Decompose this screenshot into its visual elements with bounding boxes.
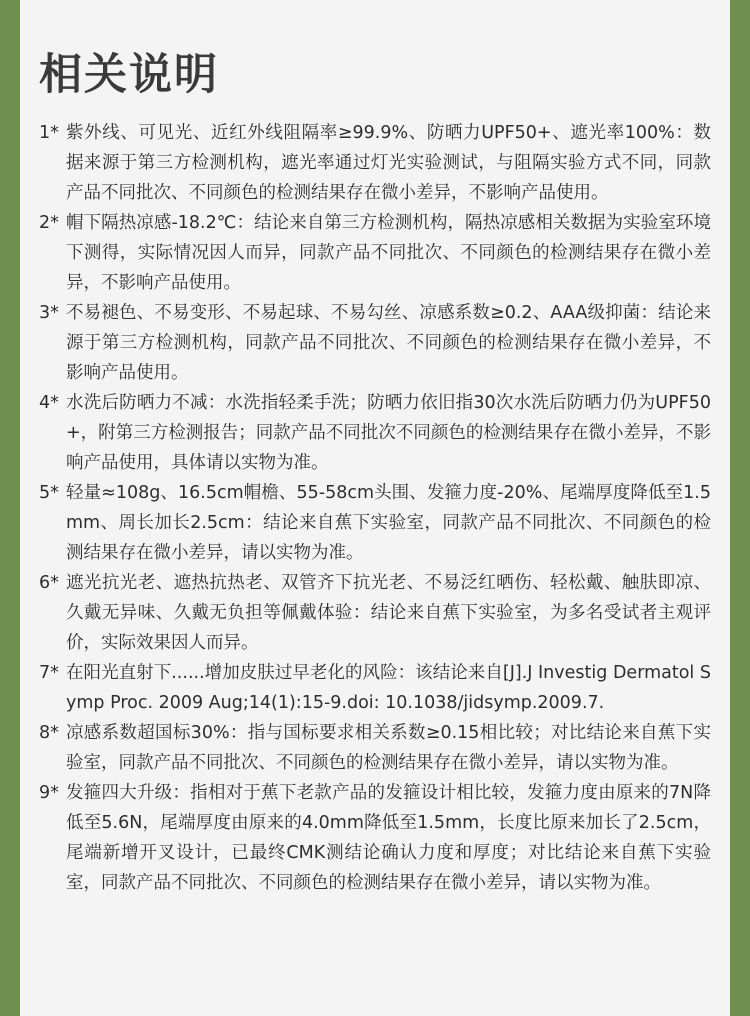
note-item-6 (39, 568, 711, 658)
note-text: 紫外线、可见光、近红外线阻隔率≥99.9%、防晒力UPF50+、遮光率100%：数据来源于第三方检测机构，遮光率通过灯光实验测试，与阻隔实验方式不同，同款产品不同批次、不同颜色的检测结果存在微小差异，不影响产品使用。 (66, 123, 711, 203)
note-text: 遮光抗光老、遮热抗热老、双管齐下抗光老、不易泛红晒伤、轻松戴、触肤即凉、久戴无异味、久戴无负担等佩戴体验：结论来自蕉下实验室，为多名受试者主观评价，实际效果因人而异。 (66, 573, 711, 653)
note-item-5 (39, 478, 711, 568)
note-text: 帽下隔热凉感-18.2℃：结论来自第三方检测机构，隔热凉感相关数据为实验室环境下测得，实际情况因人而异，同款产品不同批次、不同颜色的检测结果存在微小差异，不影响产品使用。 (66, 213, 711, 293)
note-item-3 (39, 298, 711, 388)
note-text: 不易褪色、不易变形、不易起球、不易勾丝、凉感系数≥0.2、AAA级抑菌：结论来源于第三方检测机构，同款产品不同批次、不同颜色的检测结果存在微小差异，不影响产品使用。 (66, 303, 711, 383)
note-number: 6* (39, 573, 59, 593)
note-text: 发箍四大升级：指相对于蕉下老款产品的发箍设计相比较，发箍力度由原来的7N降低至5.6N，尾端厚度由原来的4.0mm降低至1.5mm，长度比原来加长了2.5cm，尾端新增开叉设计，已最终CMK测结论确认力度和厚度；对比结论来自蕉下实验室，同款产品不同批次、不同颜色的检测结果存在微小差异，请以实物为准。 (66, 783, 711, 893)
note-number: 9* (39, 783, 59, 803)
note-number: 7* (39, 663, 59, 683)
note-number: 3* (39, 303, 59, 323)
note-number: 8* (39, 723, 59, 743)
notes-list (39, 118, 711, 898)
note-item-4 (39, 388, 711, 478)
note-number: 2* (39, 213, 59, 233)
note-text: 在阳光直射下......增加皮肤过早老化的风险：该结论来自[J].J Investig Dermatol Symp Proc. 2009 Aug;14(1):15-9.doi: 10.1038/jidsymp.2009.7. (66, 663, 711, 713)
note-item-1 (39, 118, 711, 208)
note-item-8 (39, 718, 711, 778)
notes-panel (20, 0, 730, 1016)
note-text: 轻量≈108g、16.5cm帽檐、55-58cm头围、发箍力度-20%、尾端厚度降低至1.5mm、周长加长2.5cm：结论来自蕉下实验室，同款产品不同批次、不同颜色的检测结果存在微小差异，请以实物为准。 (66, 483, 711, 563)
note-item-2 (39, 208, 711, 298)
note-number: 1* (39, 123, 59, 143)
note-text: 水洗后防晒力不减：水洗指轻柔手洗；防晒力依旧指30次水洗后防晒力仍为UPF50+，附第三方检测报告；同款产品不同批次不同颜色的检测结果存在微小差异，不影响产品使用，具体请以实物为准。 (66, 393, 711, 473)
note-number: 4* (39, 393, 59, 413)
page-title: 相关说明 (39, 50, 219, 100)
note-text: 凉感系数超国标30%：指与国标要求相关系数≥0.15相比较；对比结论来自蕉下实验室，同款产品不同批次、不同颜色的检测结果存在微小差异，请以实物为准。 (66, 723, 711, 773)
note-item-7 (39, 658, 711, 718)
note-item-9 (39, 778, 711, 898)
note-number: 5* (39, 483, 59, 503)
